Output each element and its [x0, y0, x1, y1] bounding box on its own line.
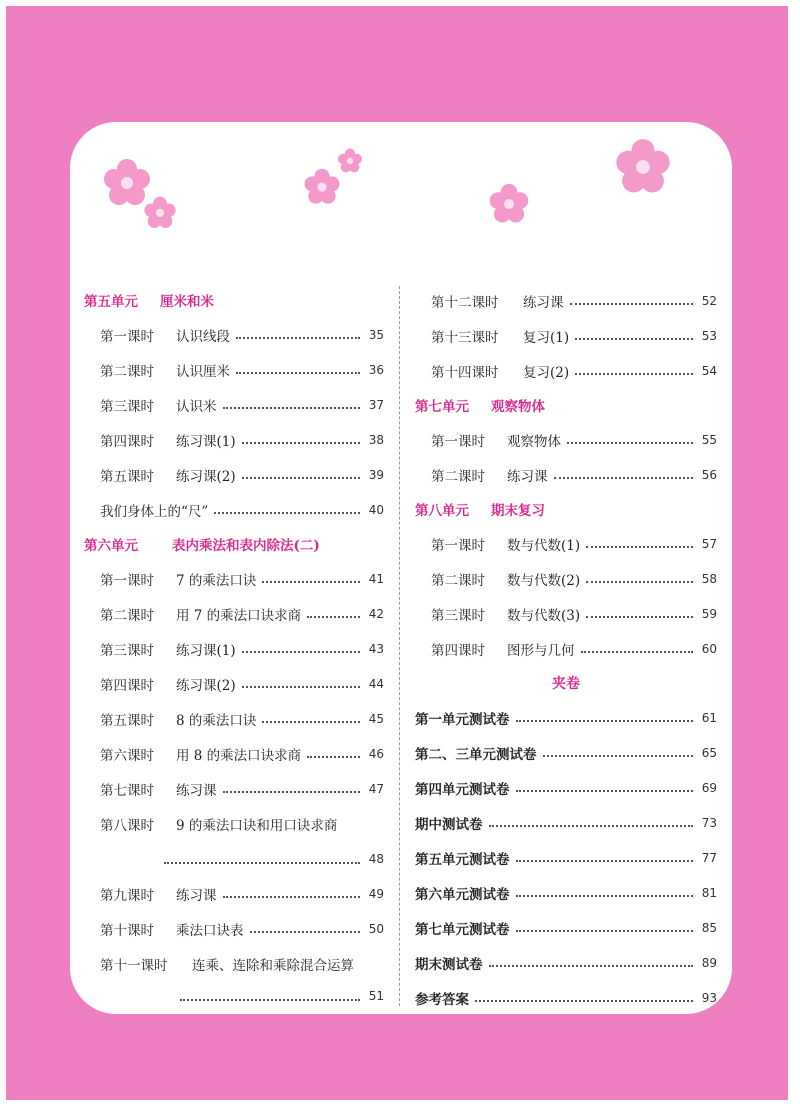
dot-leader [516, 719, 694, 722]
lesson-topic: 观察物体 [507, 433, 561, 450]
lesson-topic: 练习课(1) [176, 642, 236, 659]
lesson-topic: 复习(1) [523, 329, 570, 346]
page-number: 36 [368, 362, 384, 377]
dot-leader [516, 789, 694, 792]
toc-entry[interactable] [84, 561, 384, 596]
unit-number: 第八单元 [415, 503, 469, 519]
lesson-topic: 练习课 [507, 468, 548, 485]
toc-entry[interactable] [415, 631, 717, 666]
page-number: 37 [368, 397, 384, 412]
lesson-topic: 认识厘米 [176, 363, 230, 380]
page-number: 65 [701, 745, 717, 760]
dot-leader [262, 720, 360, 723]
page-number: 69 [701, 780, 717, 795]
page-number: 49 [368, 886, 384, 901]
dot-leader [242, 685, 360, 688]
page-number: 43 [368, 641, 384, 656]
toc-entry[interactable] [415, 735, 717, 770]
lesson-label: 第七课时 [100, 782, 154, 799]
dot-leader [180, 998, 360, 1001]
toc-entry[interactable] [84, 352, 384, 387]
dot-leader [586, 580, 693, 583]
lesson-topic: 练习课(2) [176, 677, 236, 694]
lesson-topic: 7 的乘法口诀 [176, 572, 257, 589]
toc-entry[interactable] [415, 700, 717, 735]
page-number: 40 [368, 502, 384, 517]
page-number: 39 [368, 467, 384, 482]
plum-blossom-icon [614, 138, 672, 196]
lesson-label: 第一课时 [431, 433, 485, 450]
toc-entry[interactable] [84, 631, 384, 666]
dot-leader [575, 337, 693, 340]
unit-number: 第六单元 [84, 538, 138, 554]
page-number: 35 [368, 327, 384, 342]
lesson-topic: 练习课 [523, 294, 564, 311]
page-number: 93 [701, 990, 717, 1005]
toc-entry[interactable] [415, 875, 717, 910]
toc-entry[interactable] [415, 945, 717, 980]
lesson-label: 第二课时 [100, 607, 154, 624]
page-number: 85 [701, 920, 717, 935]
page-number: 56 [701, 467, 717, 482]
lesson-label: 第九课时 [100, 887, 154, 904]
lesson-label: 第十四课时 [431, 364, 499, 381]
lesson-label: 第三课时 [100, 642, 154, 659]
toc-entry[interactable] [415, 561, 717, 596]
lesson-label: 第三课时 [100, 398, 154, 415]
lesson-topic: 数与代数(3) [507, 607, 581, 624]
page-number: 50 [368, 921, 384, 936]
lesson-topic: 练习课(2) [176, 468, 236, 485]
toc-entry[interactable] [415, 353, 717, 388]
lesson-topic: 我们身体上的“尺” [100, 503, 209, 520]
lesson-label: 第十课时 [100, 922, 154, 939]
page-number: 89 [701, 955, 717, 970]
toc-entry[interactable] [415, 318, 717, 353]
page-number: 54 [701, 363, 717, 378]
column-divider [399, 286, 400, 1006]
plum-blossom-icon [143, 196, 177, 230]
test-title: 第四单元测试卷 [415, 781, 510, 798]
page-number: 38 [368, 432, 384, 447]
toc-entry[interactable] [84, 876, 384, 911]
dot-leader [570, 302, 694, 305]
lesson-topic: 8 的乘法口诀 [176, 712, 257, 729]
dot-leader [516, 894, 694, 897]
lesson-label: 第十一课时 [100, 957, 168, 974]
page-number: 53 [701, 328, 717, 343]
dot-leader [516, 929, 694, 932]
dot-leader [242, 650, 360, 653]
lesson-topic: 数与代数(1) [507, 537, 581, 554]
plum-blossom-icon [337, 148, 363, 174]
toc-entry[interactable] [84, 317, 384, 352]
dot-leader [236, 336, 360, 339]
dot-leader [307, 615, 360, 618]
test-title: 第一单元测试卷 [415, 711, 510, 728]
plum-blossom-icon [303, 168, 341, 206]
page-number: 81 [701, 885, 717, 900]
dot-leader [581, 650, 694, 653]
unit-name: 厘米和米 [160, 294, 214, 310]
lesson-topic: 练习课(1) [176, 433, 236, 450]
lesson-label: 第十三课时 [431, 329, 499, 346]
dot-leader [567, 441, 693, 444]
page-number: 58 [701, 571, 717, 586]
toc-entry[interactable] [415, 840, 717, 875]
lesson-label: 第三课时 [431, 607, 485, 624]
dot-leader [575, 372, 693, 375]
dot-leader [489, 824, 694, 827]
dot-leader [223, 790, 361, 793]
test-papers-list [415, 700, 717, 1015]
unit7-list [415, 422, 717, 492]
toc-entry[interactable] [415, 422, 717, 457]
toc-entry[interactable] [84, 422, 384, 457]
dot-leader [214, 511, 360, 514]
unit6-continued-list [415, 283, 717, 388]
toc-entry[interactable] [84, 946, 384, 981]
toc-entry[interactable] [415, 910, 717, 945]
unit-heading [415, 492, 717, 526]
lesson-topic: 连乘、连除和乘除混合运算 [192, 957, 354, 974]
lesson-label: 第一课时 [100, 572, 154, 589]
page-number: 51 [368, 989, 384, 1003]
unit-heading [415, 388, 717, 422]
lesson-label: 第六课时 [100, 747, 154, 764]
toc-entry-continuation[interactable] [84, 981, 384, 1011]
unit8-list [415, 526, 717, 666]
toc-entry[interactable] [84, 457, 384, 492]
lesson-label: 第八课时 [100, 818, 154, 834]
toc-entry[interactable] [415, 526, 717, 561]
toc-right-column [415, 283, 717, 1015]
test-title: 期中测试卷 [415, 816, 483, 833]
lesson-label: 第四课时 [100, 433, 154, 450]
lesson-label: 第十二课时 [431, 294, 499, 311]
lesson-topic: 用 8 的乘法口诀求商 [176, 747, 302, 764]
toc-entry[interactable] [84, 806, 384, 842]
toc-entry[interactable] [84, 701, 384, 736]
page-number: 42 [368, 606, 384, 621]
test-title: 第七单元测试卷 [415, 921, 510, 938]
toc-entry[interactable] [415, 770, 717, 805]
dot-leader [586, 615, 693, 618]
dot-leader [223, 895, 361, 898]
lesson-topic: 9 的乘法口诀和用口诀求商 [176, 818, 338, 834]
lesson-topic: 复习(2) [523, 364, 570, 381]
unit-heading [84, 283, 384, 317]
lesson-topic: 练习课 [176, 887, 217, 904]
page-number: 59 [701, 606, 717, 621]
lesson-topic: 乘法口诀表 [176, 922, 244, 939]
dot-leader [262, 580, 360, 583]
unit5-list [84, 317, 384, 527]
toc-entry[interactable] [84, 911, 384, 946]
test-title: 参考答案 [415, 991, 469, 1008]
toc-entry[interactable] [84, 771, 384, 806]
dot-leader [475, 999, 693, 1002]
unit6-list [84, 561, 384, 1011]
page-number: 61 [701, 710, 717, 725]
lesson-label: 第四课时 [431, 642, 485, 659]
dot-leader [236, 371, 360, 374]
unit-number: 第五单元 [84, 294, 138, 310]
dot-leader [250, 930, 361, 933]
toc-entry-continuation[interactable] [84, 842, 384, 876]
dot-leader [516, 859, 694, 862]
page-number: 52 [701, 293, 717, 308]
lesson-topic: 数与代数(2) [507, 572, 581, 589]
page-number: 47 [368, 781, 384, 796]
lesson-label: 第一课时 [100, 328, 154, 345]
test-title: 期末测试卷 [415, 956, 483, 973]
page-number: 41 [368, 571, 384, 586]
unit-name: 观察物体 [491, 399, 545, 415]
lesson-label: 第四课时 [100, 677, 154, 694]
page-number: 46 [368, 746, 384, 761]
toc-entry[interactable] [84, 736, 384, 771]
test-title: 第六单元测试卷 [415, 886, 510, 903]
page-number: 57 [701, 536, 717, 551]
unit-heading [84, 527, 384, 561]
toc-entry[interactable] [415, 980, 717, 1015]
dot-leader [543, 754, 694, 757]
dot-leader [586, 545, 693, 548]
lesson-label: 第二课时 [100, 363, 154, 380]
toc-entry[interactable] [415, 457, 717, 492]
lesson-topic: 图形与几何 [507, 642, 575, 659]
toc-entry[interactable] [84, 387, 384, 422]
toc-entry[interactable] [84, 666, 384, 701]
lesson-label: 第二课时 [431, 468, 485, 485]
lesson-label: 第五课时 [100, 468, 154, 485]
toc-left-column [84, 283, 384, 1011]
toc-entry[interactable] [84, 492, 384, 527]
dot-leader [223, 406, 361, 409]
toc-entry[interactable] [415, 283, 717, 318]
test-title: 第二、三单元测试卷 [415, 746, 537, 763]
test-title: 第五单元测试卷 [415, 851, 510, 868]
toc-entry[interactable] [415, 596, 717, 631]
page-number: 44 [368, 676, 384, 691]
dot-leader [164, 861, 360, 864]
lesson-label: 第二课时 [431, 572, 485, 589]
page-number: 77 [701, 850, 717, 865]
dot-leader [242, 441, 360, 444]
page-number: 73 [701, 815, 717, 830]
toc-entry[interactable] [415, 805, 717, 840]
lesson-topic: 认识米 [176, 398, 217, 415]
toc-entry[interactable] [84, 596, 384, 631]
lesson-topic: 用 7 的乘法口诀求商 [176, 607, 302, 624]
dot-leader [242, 476, 360, 479]
lesson-label: 第一课时 [431, 537, 485, 554]
plum-blossom-icon [488, 183, 530, 225]
page-number: 45 [368, 711, 384, 726]
dot-leader [554, 476, 694, 479]
page-number: 55 [701, 432, 717, 447]
page-number: 60 [701, 641, 717, 656]
page-number: 48 [368, 852, 384, 866]
lesson-topic: 认识线段 [176, 328, 230, 345]
lesson-label: 第五课时 [100, 712, 154, 729]
unit-number: 第七单元 [415, 399, 469, 415]
unit-name: 表内乘法和表内除法(二) [172, 538, 320, 554]
dot-leader [489, 964, 694, 967]
insert-section-title: 夹卷 [552, 676, 580, 692]
lesson-topic: 练习课 [176, 782, 217, 799]
unit-name: 期末复习 [491, 503, 545, 519]
dot-leader [307, 755, 360, 758]
